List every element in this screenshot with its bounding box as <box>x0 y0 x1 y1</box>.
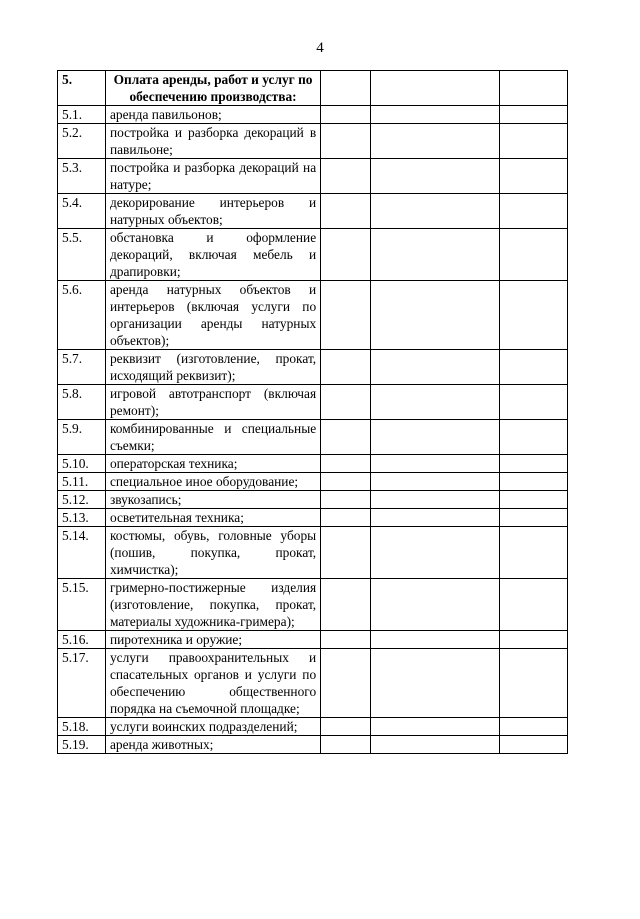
empty-cell <box>321 350 371 385</box>
row-number: 5.12. <box>58 491 106 509</box>
table-body <box>58 71 568 754</box>
empty-cell <box>321 491 371 509</box>
section-title: Оплата аренды, работ и услуг по обеспечению производства: <box>105 71 320 106</box>
table-row <box>58 124 568 159</box>
row-number: 5.1. <box>58 106 106 124</box>
empty-cell <box>499 385 567 420</box>
empty-cell <box>499 649 567 718</box>
table-row <box>58 385 568 420</box>
empty-cell <box>499 473 567 491</box>
table-row <box>58 350 568 385</box>
table-row <box>58 649 568 718</box>
row-number: 5.19. <box>58 736 106 754</box>
empty-cell <box>371 631 500 649</box>
empty-cell <box>321 229 371 281</box>
table-row <box>58 718 568 736</box>
row-description: аренда животных; <box>105 736 320 754</box>
row-number: 5.18. <box>58 718 106 736</box>
empty-cell <box>321 385 371 420</box>
row-number: 5.8. <box>58 385 106 420</box>
empty-cell <box>371 229 500 281</box>
empty-cell <box>321 106 371 124</box>
empty-cell <box>321 718 371 736</box>
row-number: 5.13. <box>58 509 106 527</box>
empty-cell <box>321 194 371 229</box>
empty-cell <box>499 106 567 124</box>
table-row <box>58 159 568 194</box>
empty-cell <box>321 527 371 579</box>
empty-cell <box>371 350 500 385</box>
table-row <box>58 281 568 350</box>
empty-cell <box>371 159 500 194</box>
row-number: 5.16. <box>58 631 106 649</box>
empty-cell <box>371 281 500 350</box>
empty-cell <box>371 509 500 527</box>
row-number: 5.9. <box>58 420 106 455</box>
table-row <box>58 631 568 649</box>
budget-table <box>57 70 568 754</box>
empty-cell <box>499 509 567 527</box>
empty-cell <box>371 385 500 420</box>
table-row <box>58 491 568 509</box>
empty-cell <box>371 649 500 718</box>
row-number: 5.10. <box>58 455 106 473</box>
empty-cell <box>371 106 500 124</box>
empty-cell <box>499 736 567 754</box>
table-row <box>58 229 568 281</box>
empty-cell <box>499 631 567 649</box>
empty-cell <box>499 281 567 350</box>
row-number: 5.17. <box>58 649 106 718</box>
empty-cell <box>321 579 371 631</box>
empty-cell <box>321 281 371 350</box>
empty-cell <box>499 71 567 106</box>
row-number: 5.15. <box>58 579 106 631</box>
row-number: 5.14. <box>58 527 106 579</box>
empty-cell <box>321 420 371 455</box>
empty-cell <box>371 579 500 631</box>
empty-cell <box>321 631 371 649</box>
row-number: 5.5. <box>58 229 106 281</box>
row-description: осветительная техника; <box>105 509 320 527</box>
row-number: 5.11. <box>58 473 106 491</box>
empty-cell <box>371 420 500 455</box>
row-number: 5.3. <box>58 159 106 194</box>
row-description: костюмы, обувь, головные уборы (пошив, покупка, прокат, химчистка); <box>105 527 320 579</box>
empty-cell <box>371 736 500 754</box>
row-description: операторская техника; <box>105 455 320 473</box>
empty-cell <box>499 491 567 509</box>
empty-cell <box>321 124 371 159</box>
row-description: услуги правоохранительных и спасательных органов и услуги по обеспечению общественного порядка на съемочной площадке; <box>105 649 320 718</box>
empty-cell <box>371 718 500 736</box>
empty-cell <box>499 124 567 159</box>
row-description: специальное иное оборудование; <box>105 473 320 491</box>
table-row <box>58 579 568 631</box>
page-number: 4 <box>316 40 324 56</box>
table-row <box>58 736 568 754</box>
empty-cell <box>371 527 500 579</box>
row-description: обстановка и оформление декораций, включая мебель и драпировки; <box>105 229 320 281</box>
row-description: постройка и разборка декораций в павильоне; <box>105 124 320 159</box>
table-row <box>58 455 568 473</box>
row-description: игровой автотранспорт (включая ремонт); <box>105 385 320 420</box>
table-row <box>58 473 568 491</box>
row-description: пиротехника и оружие; <box>105 631 320 649</box>
row-number: 5.4. <box>58 194 106 229</box>
table-row <box>58 194 568 229</box>
row-description: гримерно-постижерные изделия (изготовление, покупка, прокат, материалы художника-гримера); <box>105 579 320 631</box>
row-description: аренда натурных объектов и интерьеров (включая услуги по организации аренды натурных объектов); <box>105 281 320 350</box>
empty-cell <box>371 491 500 509</box>
empty-cell <box>321 71 371 106</box>
row-number: 5.6. <box>58 281 106 350</box>
empty-cell <box>321 473 371 491</box>
row-description: декорирование интерьеров и натурных объектов; <box>105 194 320 229</box>
table-row-section-header <box>58 71 568 106</box>
empty-cell <box>499 718 567 736</box>
row-description: комбинированные и специальные съемки; <box>105 420 320 455</box>
row-number: 5.2. <box>58 124 106 159</box>
row-description: звукозапись; <box>105 491 320 509</box>
empty-cell <box>499 455 567 473</box>
empty-cell <box>499 194 567 229</box>
empty-cell <box>499 229 567 281</box>
section-number: 5. <box>58 71 106 106</box>
empty-cell <box>371 455 500 473</box>
empty-cell <box>499 579 567 631</box>
row-number: 5.7. <box>58 350 106 385</box>
row-description: аренда павильонов; <box>105 106 320 124</box>
empty-cell <box>371 124 500 159</box>
empty-cell <box>499 159 567 194</box>
row-description: постройка и разборка декораций на натуре; <box>105 159 320 194</box>
table-row <box>58 527 568 579</box>
empty-cell <box>499 420 567 455</box>
table-row <box>58 106 568 124</box>
empty-cell <box>321 649 371 718</box>
empty-cell <box>371 473 500 491</box>
empty-cell <box>321 455 371 473</box>
empty-cell <box>321 736 371 754</box>
empty-cell <box>499 350 567 385</box>
table-row <box>58 420 568 455</box>
row-description: услуги воинских подразделений; <box>105 718 320 736</box>
table-row <box>58 509 568 527</box>
empty-cell <box>321 159 371 194</box>
row-description: реквизит (изготовление, прокат, исходящий реквизит); <box>105 350 320 385</box>
empty-cell <box>371 71 500 106</box>
empty-cell <box>371 194 500 229</box>
empty-cell <box>499 527 567 579</box>
empty-cell <box>321 509 371 527</box>
